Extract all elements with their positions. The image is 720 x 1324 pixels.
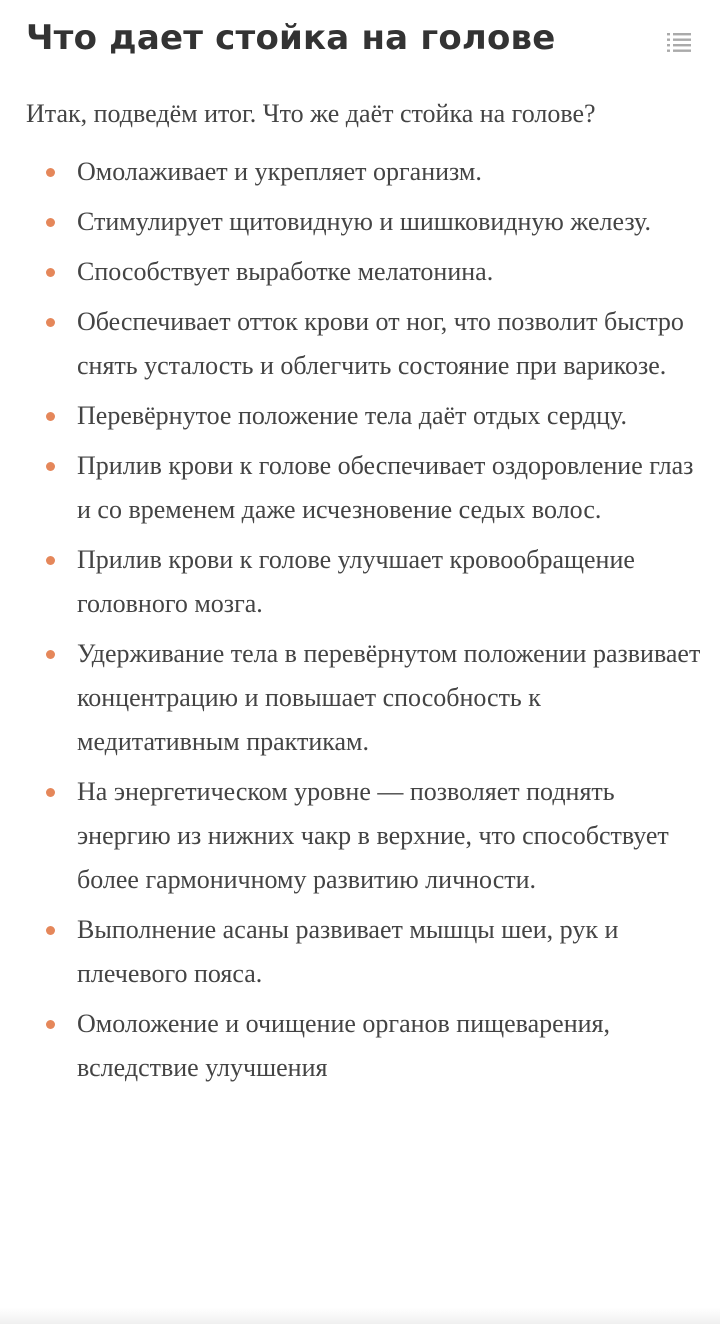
- list-item-text: Прилив крови к голове обеспечивает оздоровление глаз и со временем даже исчезновение седых волос.: [77, 451, 694, 524]
- bullet-icon: [46, 218, 55, 227]
- list-item: [26, 538, 706, 626]
- list-item: [26, 908, 706, 996]
- bullet-icon: [46, 926, 55, 935]
- list-item: [26, 300, 706, 388]
- bullet-icon: [46, 650, 55, 659]
- list-item: [26, 150, 706, 194]
- list-item: [26, 770, 706, 902]
- list-item: [26, 394, 706, 438]
- list-item-text: Удерживание тела в перевёрнутом положении развивает концентрацию и повышает способность к медитативным практикам.: [77, 639, 701, 756]
- bullet-icon: [46, 268, 55, 277]
- bullet-icon: [46, 788, 55, 797]
- article-content: [26, 92, 706, 1096]
- bullet-icon: [46, 462, 55, 471]
- list-item: [26, 444, 706, 532]
- bullet-icon: [46, 168, 55, 177]
- list-item-text: Омолаживает и укрепляет организм.: [77, 157, 482, 186]
- list-item-text: Перевёрнутое положение тела даёт отдых сердцу.: [77, 401, 627, 430]
- bullet-icon: [46, 556, 55, 565]
- list-item-text: Стимулирует щитовидную и шишковидную железу.: [77, 207, 651, 236]
- article-header: [0, 0, 720, 80]
- list-item-text: Выполнение асаны развивает мышцы шеи, рук и плечевого пояса.: [77, 915, 619, 988]
- table-of-contents-button[interactable]: [660, 26, 698, 58]
- page-title: Что дает стойка на голове: [26, 18, 556, 58]
- intro-paragraph: Итак, подведём итог. Что же даёт стойка на голове?: [26, 99, 596, 128]
- bullet-icon: [46, 412, 55, 421]
- bullet-icon: [46, 1020, 55, 1029]
- list-item-text: Прилив крови к голове улучшает кровообращение головного мозга.: [77, 545, 635, 618]
- list-item-text: Обеспечивает отток крови от ног, что позволит быстро снять усталость и облегчить состояние при варикозе.: [77, 307, 684, 380]
- list-item: [26, 1002, 706, 1090]
- list-item: [26, 200, 706, 244]
- list-item: [26, 250, 706, 294]
- list-item: [26, 632, 706, 764]
- bottom-fade: [0, 1308, 720, 1324]
- list-item-text: Омоложение и очищение органов пищеварения, вследствие улучшения: [77, 1009, 610, 1082]
- bullet-icon: [46, 318, 55, 327]
- list-item-text: Способствует выработке мелатонина.: [77, 257, 494, 286]
- list-item-text: На энергетическом уровне — позволяет поднять энергию из нижних чакр в верхние, что способствует более гармоничному развитию личности.: [77, 777, 669, 894]
- benefits-list: [26, 150, 706, 1090]
- list-icon: [667, 32, 691, 52]
